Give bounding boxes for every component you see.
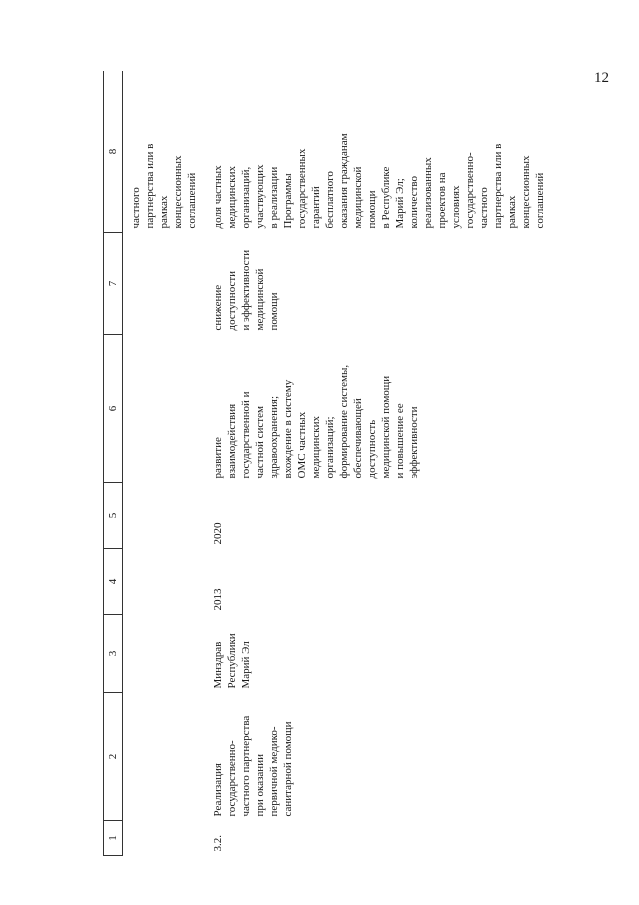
- column-header-8: 8: [104, 71, 123, 233]
- cell-expected-result: развитие взаимодействия государственной и частной систем здравоохранения; вхождение в систему ОМС частных медицинских организаций; формирование системы, обеспечивающей доступность медицинской помощи и повышение ее эффективности: [212, 364, 420, 479]
- cell-end-year: [123, 483, 206, 549]
- column-header-2: 2: [104, 693, 123, 821]
- column-header-6: 6: [104, 335, 123, 483]
- column-header-3: 3: [104, 615, 123, 693]
- cell-measure: Реализация государственно- частного партнерства при оказании первичной медико- санитарной помощи: [212, 715, 294, 817]
- program-table: [103, 71, 553, 856]
- cell-measure: [123, 693, 206, 821]
- cell-end-year: 2020: [212, 522, 224, 545]
- cell-expected-result: [123, 335, 206, 483]
- column-number-row: [104, 71, 123, 856]
- table-row-continuation: [123, 71, 206, 856]
- cell-consequences: [123, 233, 206, 335]
- column-header-1: 1: [104, 821, 123, 856]
- cell-number: [123, 821, 206, 856]
- table-row-3-2: [205, 71, 553, 856]
- cell-start-year: 2013: [212, 588, 224, 611]
- cell-consequences: снижение доступности и эффективности медицинской помощи: [212, 249, 280, 331]
- cell-start-year: [123, 549, 206, 615]
- column-header-5: 5: [104, 483, 123, 549]
- cell-indicators: частного партнерства или в рамках концессионных соглашений: [130, 143, 198, 229]
- cell-executor: [123, 615, 206, 693]
- column-header-4: 4: [104, 549, 123, 615]
- cell-number: 3.2.: [212, 835, 224, 852]
- page-number: 12: [594, 70, 609, 86]
- cell-executor: Минздрав Республики Марий Эл: [212, 633, 252, 689]
- rotated-table-area: [103, 71, 611, 856]
- cell-indicators: доля частных медицинских организаций, участвующих в реализации Программы государственных гарантий бесплатного оказания гражданам медицинской помощи в Республике Марий Эл; количество реализованных проектов на условиях государственно- частного партнерства или в рамках концессионных соглашений: [212, 133, 546, 229]
- column-header-7: 7: [104, 233, 123, 335]
- landscape-table-container: [103, 71, 611, 856]
